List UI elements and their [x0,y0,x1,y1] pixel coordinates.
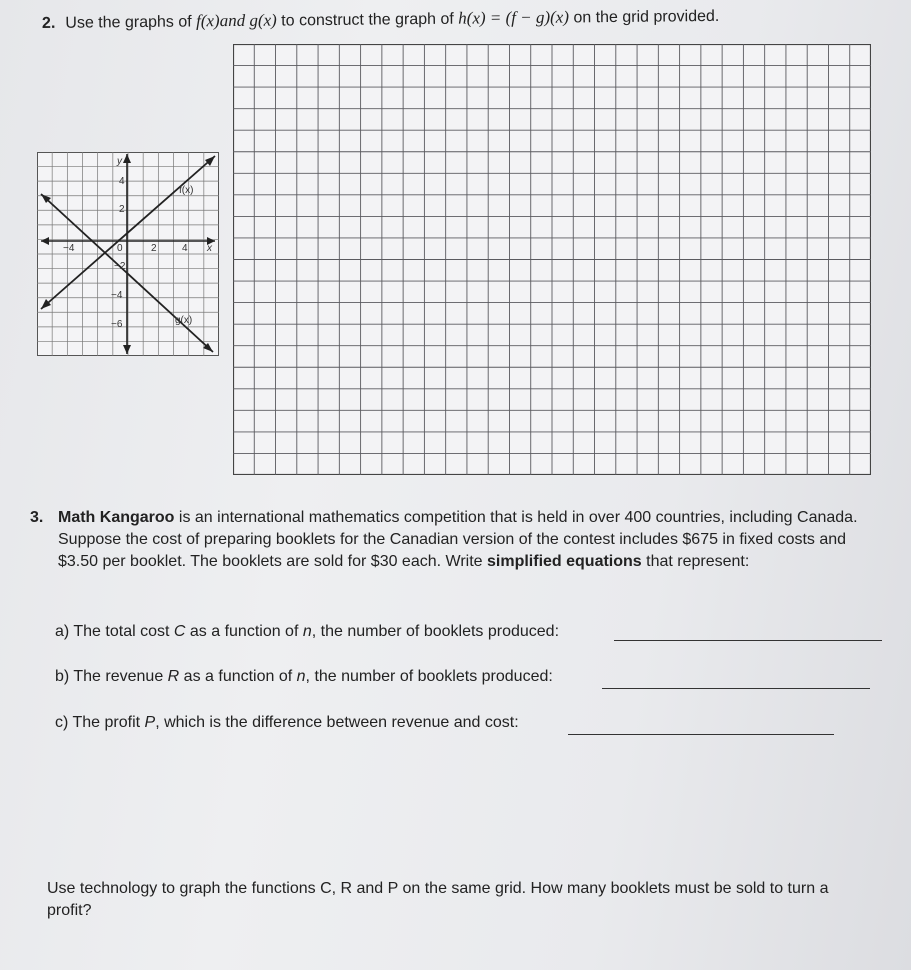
part-a-post: as a function of [185,623,303,640]
part-c-pre: c) The profit [55,714,145,731]
ref-g-label: g(x) [175,315,193,326]
q3-number: 3. [30,509,44,526]
q2-f-label: f(x) [195,11,220,31]
part-b-pre: b) The revenue [55,668,168,685]
ref-y-label: y [117,156,122,167]
part-b-n: n [296,668,306,685]
part-b-post: as a function of [179,668,297,685]
q2-number: 2. [41,14,56,32]
part-a-n: n [302,623,312,640]
ref-x-label: x [207,243,212,254]
ref-tick-x-2: 2 [151,243,157,254]
answer-grid-lines [233,44,871,475]
ref-tick-y-4: 4 [119,176,125,187]
ref-tick-x-0: 0 [117,243,123,254]
part-b-end: , the number of booklets produced: [305,668,553,685]
q2-text-pre: Use the graphs of [65,13,192,32]
q2-and-g: and g(x) [219,10,277,31]
q3-text-2: that represent: [641,553,750,570]
ref-tick-y-2: 2 [119,204,125,215]
reference-graph [37,152,219,356]
q3-title: Math Kangaroo [58,509,175,526]
q3-paragraph [58,507,870,573]
part-a-end: , the number of booklets produced: [311,623,560,640]
part-a-var: C [173,623,186,640]
q3-bold-2: simplified equations [487,553,642,570]
answer-grid[interactable] [233,44,871,475]
q2-text-mid: to construct the graph of [281,10,454,30]
q3-technology-prompt: Use technology to graph the functions C, R and P on the same grid. How many booklets must be sold to turn a profit? [47,880,829,919]
part-c-end: , which is the difference between revenue and cost: [155,714,519,731]
q2-h-expr: h(x) = (f − g)(x) [458,7,570,28]
q3-part-b [55,666,553,688]
q2-text-post: on the grid provided. [573,7,720,27]
ref-tick-y-neg6: −6 [111,319,123,330]
q3-part-c [55,712,519,734]
ref-tick-x-4: 4 [182,243,188,254]
part-c-var: P [144,714,156,731]
ref-tick-y-neg2: −2 [114,261,126,272]
part-c-answer-line[interactable] [568,734,834,735]
part-a-pre: a) The total cost [55,623,174,640]
part-b-answer-line[interactable] [602,688,870,689]
ref-tick-x-neg4: −4 [63,243,75,254]
part-b-var: R [167,668,180,685]
ref-tick-y-neg4: −4 [111,290,123,301]
ref-f-label: f(x) [179,185,194,196]
q3-part-a [55,621,559,643]
q3-text-1: is an international mathematics competition that is held in over 400 countries, including Canada. Suppose the cost of preparing booklets for the Canadian version of the contest includes $675 in fixed costs and $3.50 per booklet. The booklets are sold for $30 each. Write [58,509,858,570]
q2-heading [42,5,720,35]
part-a-answer-line[interactable] [614,640,882,641]
